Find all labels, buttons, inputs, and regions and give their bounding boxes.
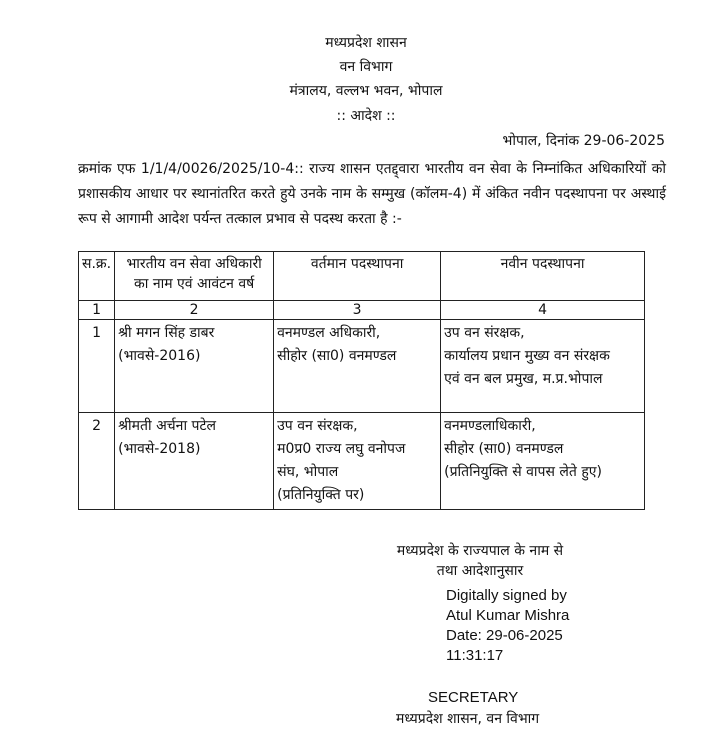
current-posting-line: वनमण्डल अधिकारी,	[277, 325, 381, 341]
col-number: 1	[79, 301, 115, 320]
order-text: क्रमांक एफ 1/1/4/0026/2025/10-4:: राज्य शासन एतद्द्वारा भारतीय वन सेवा के निम्नांकित अधिकारियों को प्रशासकीय आधार पर स्थानांतरित करते हुये उनके नाम के सम्मुख (कॉलम-4) में अंकित नवीन पदस्थापना पर अस्थाई रूप से आगामी आदेश पर्यन्त तत्काल प्रभाव से पदस्थ करता है :-	[78, 161, 666, 227]
authority-line: मध्यप्रदेश के राज्यपाल के नाम से	[396, 543, 564, 559]
new-posting-line: उप वन संरक्षक,	[444, 325, 525, 341]
col-header-officer: भारतीय वन सेवा अधिकारी का नाम एवं आवंटन वर्ष	[115, 252, 274, 301]
table-row	[79, 320, 645, 413]
new-posting-line: वनमण्डलाधिकारी,	[444, 418, 536, 434]
new-posting-line: कार्यालय प्रधान मुख्य वन संरक्षक	[444, 348, 610, 364]
col-number: 4	[441, 301, 645, 320]
officer-cell	[115, 320, 274, 413]
authority-block	[380, 541, 580, 581]
order-date: भोपाल, दिनांक 29-06-2025	[502, 133, 665, 149]
header-department: वन विभाग	[339, 59, 393, 75]
row-serial: 2	[79, 413, 115, 510]
table-column-number-row	[79, 301, 645, 320]
col-header-new-posting: नवीन पदस्थापना	[441, 252, 645, 301]
new-posting-cell	[441, 320, 645, 413]
row-serial: 1	[79, 320, 115, 413]
digital-signature-line: 11:31:17	[446, 647, 504, 664]
new-posting-line: सीहोर (सा0) वनमण्डल	[444, 441, 564, 457]
current-posting-line: (प्रतिनियुक्ति पर)	[277, 487, 365, 503]
table-header-row	[79, 252, 645, 301]
new-posting-line: (प्रतिनियुक्ति से वापस लेते हुए)	[444, 464, 602, 480]
digital-signature-line: Date: 29-06-2025	[446, 627, 563, 644]
officer-name: श्रीमती अर्चना पटेल	[118, 418, 217, 434]
current-posting-line: उप वन संरक्षक,	[277, 418, 358, 434]
current-posting-line: सीहोर (सा0) वनमण्डल	[277, 348, 397, 364]
col-number: 3	[274, 301, 441, 320]
table-row	[79, 413, 645, 510]
officer-batch: (भावसे-2016)	[118, 348, 201, 364]
header-order-title: :: आदेश ::	[336, 108, 396, 124]
current-posting-cell	[274, 320, 441, 413]
officer-cell	[115, 413, 274, 510]
officer-name: श्री मगन सिंह डाबर	[118, 325, 215, 341]
col-number: 2	[115, 301, 274, 320]
col-header-current-posting: वर्तमान पदस्थापना	[274, 252, 441, 301]
new-posting-line: एवं वन बल प्रमुख, म.प्र.भोपाल	[444, 371, 603, 387]
digital-signature-line: Atul Kumar Mishra	[446, 607, 570, 624]
digital-signature-line: Digitally signed by	[446, 587, 567, 604]
officer-batch: (भावसे-2018)	[118, 441, 201, 457]
signatory-department: मध्यप्रदेश शासन, वन विभाग	[396, 711, 540, 727]
authority-line: तथा आदेशानुसार	[436, 563, 524, 579]
header-address: मंत्रालय, वल्लभ भवन, भोपाल	[289, 83, 443, 99]
header-govt: मध्यप्रदेश शासन	[325, 35, 407, 51]
current-posting-cell	[274, 413, 441, 510]
digital-signature	[446, 586, 569, 666]
new-posting-cell	[441, 413, 645, 510]
current-posting-line: संघ, भोपाल	[277, 464, 339, 480]
transfer-table	[78, 251, 645, 510]
col-header-sn: स.क्र.	[79, 252, 115, 301]
current-posting-line: म0प्र0 राज्य लघु वनोपज	[277, 441, 406, 457]
signatory-title: SECRETARY	[428, 689, 519, 706]
